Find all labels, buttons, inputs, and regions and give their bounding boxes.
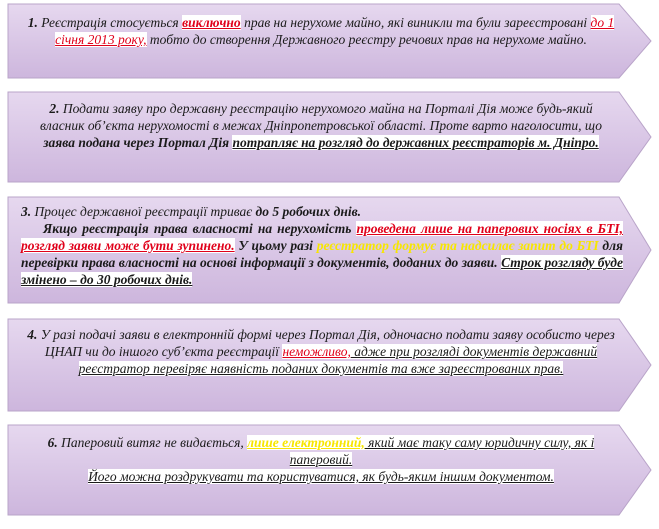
item-number: 3.: [21, 204, 32, 219]
info-card-4: [7, 318, 653, 412]
item-number: 6.: [47, 435, 58, 450]
item-number: 2.: [49, 101, 60, 116]
card-2-text: 2. Подати заяву про державну реєстрацію нерухомого майна на Порталі Дія може будь-який власник об’єкта нерухомості в межах Дніпропетровської області. Проте варто наголосити, що заява подана через Портал Дія потрапляє на розгляд до державних реєстраторів м. Дніпро.: [40, 101, 602, 150]
item-number: 4.: [27, 327, 38, 342]
card-3-text: 3. Процес державної реєстрації триває до 5 робочих днів. Якщо реєстрація права власності на нерухомість проведена лише на паперових носіях в БТІ, розгляд заяви може бути зупинено. У цьому разі реєстратор формує та надсилає запит до БТІ для перевірки права власності на основі інформації з документів, доданих до заяви. Строк розгляду буде змінено – до 30 робочих днів.: [21, 204, 623, 287]
info-card-2: [7, 91, 653, 183]
info-card-5: [7, 424, 653, 516]
card-5-text: 6. Паперовий витяг не видається, лише електронний, який має таку саму юридичну силу, як і паперовий. Його можна роздрукувати та користуватися, як будь-яким іншим документом.: [47, 435, 595, 484]
info-card-1: [7, 3, 653, 79]
item-number: 1.: [27, 15, 38, 30]
card-4-text: 4. У разі подачі заяви в електронній формі через Портал Дія, одночасно подати заяву особисто через ЦНАП чи до іншого суб’єкта реєстрації неможливо, адже при розгляді документів державний реєстратор перевіряє наявність поданих документів та вже зареєстрованих прав.: [27, 327, 615, 376]
card-1-text: 1. Реєстрація стосується виключно прав на нерухоме майно, які виникли та були зареєстровані до 1 січня 2013 року, тобто до створення Державного реєстру речових прав на нерухоме майно.: [27, 15, 615, 47]
info-card-3: [7, 196, 653, 304]
